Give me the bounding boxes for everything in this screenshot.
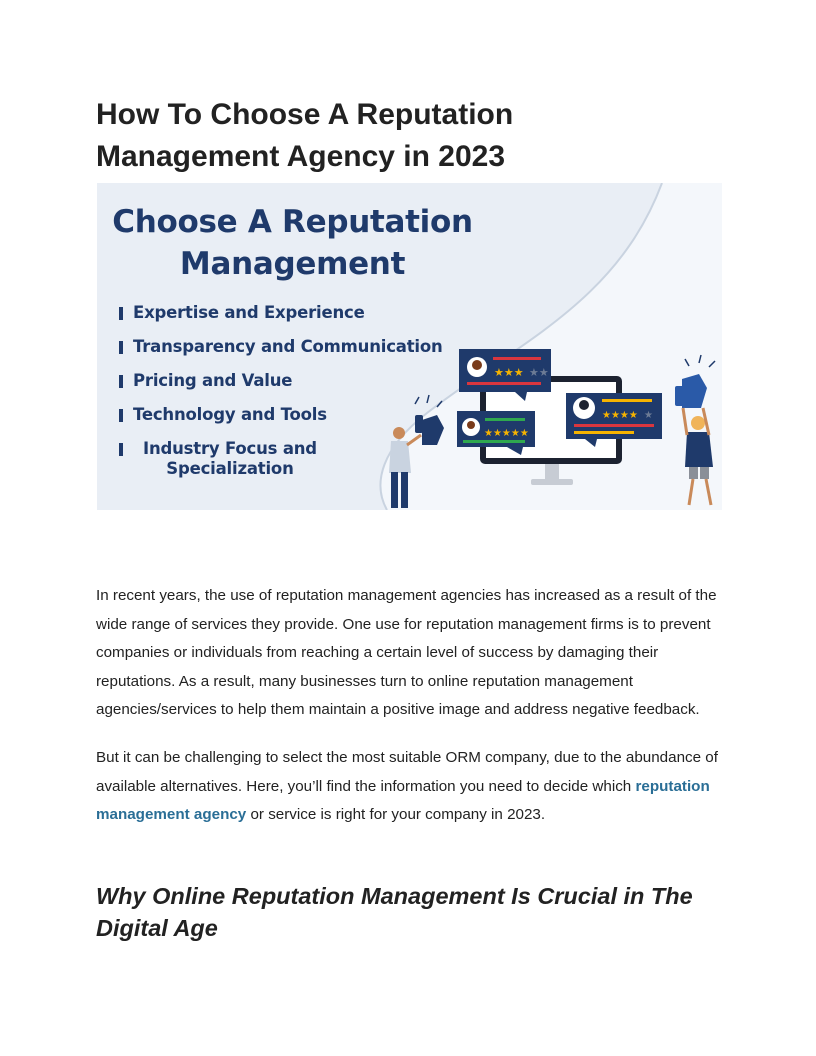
banner-heading xyxy=(105,201,480,285)
banner-heading-line: Choose A Reputation xyxy=(112,204,473,240)
review-card-icon xyxy=(566,393,662,447)
banner-heading-line: Management xyxy=(179,246,406,282)
banner-list-item: Pricing and Value xyxy=(119,371,443,405)
svg-text:★: ★ xyxy=(644,410,653,421)
svg-text:★★★★★: ★★★★★ xyxy=(484,428,529,439)
section-heading: Why Online Reputation Management Is Crucial in The Digital Age xyxy=(96,883,693,941)
article-body xyxy=(96,582,721,849)
hero-banner-image xyxy=(97,183,722,510)
banner-list-item: Industry Focus and Specialization xyxy=(119,439,443,473)
bullet-bar-icon xyxy=(119,443,123,456)
bullet-bar-icon xyxy=(119,307,123,320)
bullet-bar-icon xyxy=(119,341,123,354)
reputation-agency-link[interactable]: reputation management agency xyxy=(96,777,710,824)
svg-text:★★★★: ★★★★ xyxy=(602,410,638,421)
bullet-bar-icon xyxy=(119,409,123,422)
paragraph: In recent years, the use of reputation management agencies has increased as a result of the wide range of services they provide. One use for reputation management firms is to prevent companies or individuals from reaching a certain level of success by damaging their reputations. As a result, many businesses turn to online reputation management agencies/services to help them maintain a positive image and address negative feedback. xyxy=(96,587,717,719)
banner-list-item: Expertise and Experience xyxy=(119,303,443,337)
banner-factor-list xyxy=(119,303,443,478)
svg-text:★★: ★★ xyxy=(529,366,549,379)
paragraph: But it can be challenging to select the most suitable ORM company, due to the abundance of available alternatives. Here, you’ll find the information you need to decide which reputation management agency or service is right for your company in 2023. xyxy=(96,748,718,824)
bullet-bar-icon xyxy=(119,375,123,388)
banner-list-item: Transparency and Communication xyxy=(119,337,443,371)
svg-text:★★★: ★★★ xyxy=(494,366,524,379)
page-title: How To Choose A Reputation Management Agency in 2023 xyxy=(96,98,514,173)
banner-list-item: Technology and Tools xyxy=(119,405,443,439)
